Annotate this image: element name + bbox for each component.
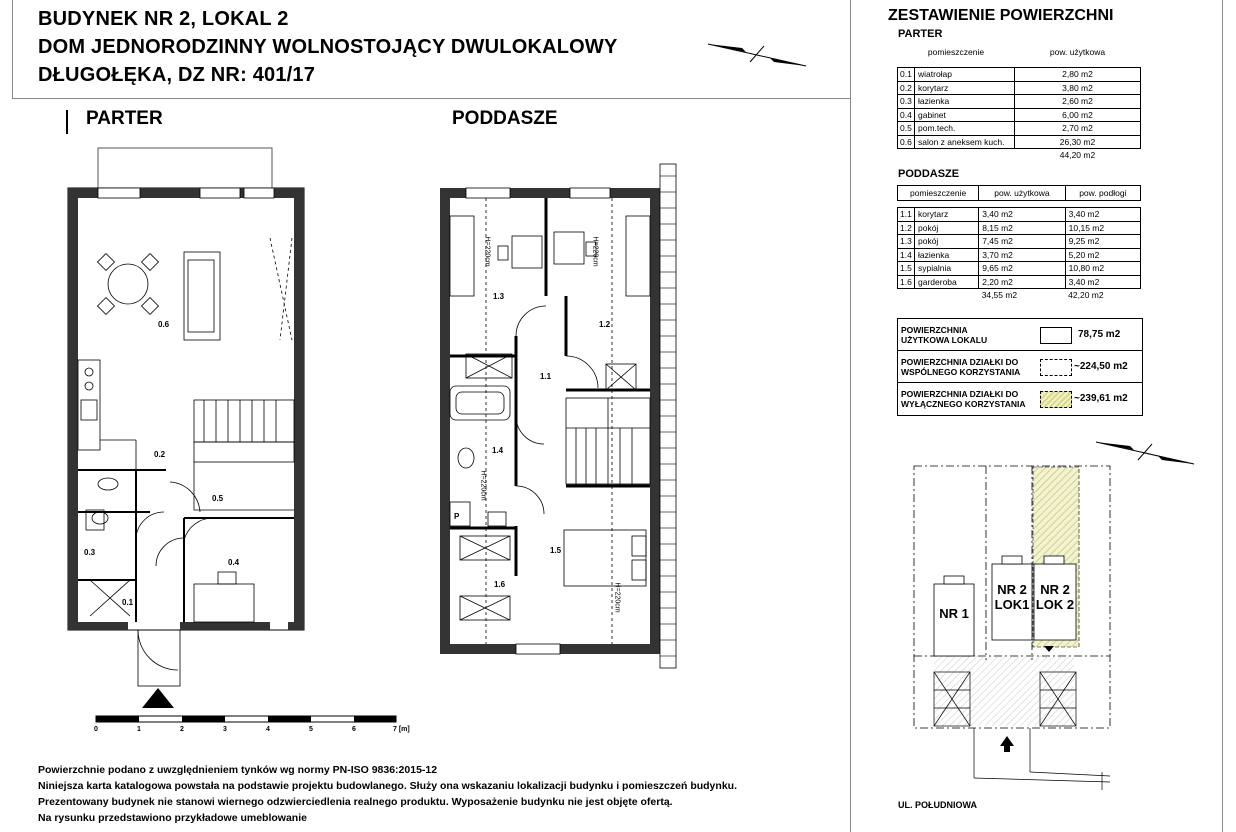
- room-label-1-4: 1.4: [492, 446, 504, 455]
- parter-table: [897, 43, 1141, 162]
- header-line-3: DŁUGOŁĘKA, DZ NR: 401/17: [38, 64, 316, 86]
- scale-tick-7: 7 [m]: [393, 726, 410, 733]
- table-row: 1.2 pokój 8,15 m2 10,15 m2: [898, 221, 1141, 235]
- scale-tick-6: 6: [352, 726, 356, 733]
- legend-value-common: ~224,50 m2: [1074, 361, 1128, 372]
- room-label-p: P: [454, 512, 460, 521]
- note-1: Powierzchnie podano z uwzględnieniem tynków wg normy PN-ISO 9836:2015-12: [38, 764, 438, 776]
- room-label-0-6: 0.6: [158, 320, 170, 329]
- right-frame: [1222, 0, 1223, 832]
- site-label-nr2-lok2: NR 2 LOK 2: [1035, 582, 1075, 612]
- room-label-1-5: 1.5: [550, 546, 562, 555]
- street-label: UL. POŁUDNIOWA: [898, 800, 977, 810]
- legend-label-common: POWIERZCHNIA DZIAŁKI DO WSPÓLNEGO KORZYSTANIA: [901, 357, 1021, 377]
- area-legend: [897, 318, 1143, 416]
- summary-poddasze-section: PODDASZE: [898, 168, 960, 180]
- table-row: 1.1 korytarz 3,40 m2 3,40 m2: [898, 208, 1141, 222]
- poddasze-floor-plan: [436, 156, 680, 676]
- note-2: Niniejsza karta katalogowa powstała na podstawie projektu budowlanego. Służy ona wskazaniu lokalizacji budynku i pomieszczeń budynku.: [38, 780, 737, 792]
- header-line-2: DOM JEDNORODZINNY WOLNOSTOJĄCY DWULOKALOWY: [38, 36, 618, 58]
- table-row: 1.3 pokój 7,45 m2 9,25 m2: [898, 235, 1141, 249]
- table-row: 0.5 pom.tech. 2,70 m2: [898, 122, 1141, 136]
- table-row: 0.6 salon z aneksem kuch. 26,30 m2: [898, 135, 1141, 149]
- legend-value-usable: 78,75 m2: [1078, 329, 1121, 340]
- scale-tick-4: 4: [266, 726, 270, 733]
- summary-parter-section: PARTER: [898, 28, 943, 40]
- poddasze-table: [897, 185, 1141, 302]
- header-line-1: BUDYNEK NR 2, LOKAL 2: [38, 8, 289, 30]
- parter-total: 44,20 m2: [1059, 150, 1096, 161]
- poddasze-total-area: 34,55 m2: [981, 290, 1018, 301]
- parter-header-room: pomieszczenie: [927, 47, 985, 57]
- height-note-3: H=220cm: [479, 470, 487, 501]
- note-3: Prezentowany budynek nie stanowi wiernego odzwierciedlenia realnego produktu. Wyposażenie budynku nie jest objęte ofertą.: [38, 796, 673, 808]
- room-label-0-5: 0.5: [212, 494, 224, 503]
- scale-tick-2: 2: [180, 726, 184, 733]
- legend-label-exclusive: POWIERZCHNIA DZIAŁKI DO WYŁĄCZNEGO KORZYSTANIA: [901, 389, 1026, 409]
- room-label-1-2: 1.2: [599, 320, 611, 329]
- scale-tick-5: 5: [309, 726, 313, 733]
- room-label-0-2: 0.2: [154, 450, 166, 459]
- height-note-4: H=220cm: [613, 582, 621, 613]
- site-plan: [904, 460, 1222, 796]
- site-label-nr1: NR 1: [939, 606, 969, 621]
- scale-tick-1: 1: [137, 726, 141, 733]
- legend-swatch-common: [1040, 359, 1072, 376]
- header-divider: [12, 98, 850, 99]
- table-row: 0.4 gabinet 6,00 m2: [898, 108, 1141, 122]
- legend-value-exclusive: ~239,61 m2: [1074, 393, 1128, 404]
- room-label-1-1: 1.1: [540, 372, 552, 381]
- table-row: 1.4 łazienka 3,70 m2 5,20 m2: [898, 248, 1141, 262]
- parter-floor-plan: [60, 140, 320, 710]
- site-label-nr2-lok1: NR 2 LOK1: [994, 582, 1030, 612]
- room-label-0-4: 0.4: [228, 558, 240, 567]
- legend-label-usable: POWIERZCHNIA UŻYTKOWA LOKALU: [901, 325, 988, 345]
- legend-swatch-exclusive: [1040, 391, 1072, 408]
- height-note-2: H=220cm: [591, 236, 599, 267]
- scale-bar: [94, 714, 404, 726]
- table-row: 0.3 łazienka 2,60 m2: [898, 95, 1141, 109]
- north-arrow-icon: [706, 38, 810, 72]
- scale-tick-0: 0: [94, 726, 98, 733]
- legend-swatch-usable: [1040, 327, 1072, 344]
- parter-title: PARTER: [86, 108, 163, 129]
- parter-title-bar: [66, 110, 68, 134]
- room-label-1-6: 1.6: [494, 580, 506, 589]
- table-row: 0.1 wiatrołap 2,80 m2: [898, 68, 1141, 82]
- poddasze-header-floor: pow. podłogi: [1065, 186, 1140, 201]
- room-label-1-3: 1.3: [493, 292, 505, 301]
- table-row: 1.5 sypialnia 9,65 m2 10,80 m2: [898, 262, 1141, 276]
- column-divider: [850, 0, 851, 832]
- poddasze-header-room: pomieszczenie: [898, 186, 979, 201]
- summary-title: ZESTAWIENIE POWIERZCHNI: [888, 7, 1114, 24]
- poddasze-title: PODDASZE: [452, 108, 558, 129]
- scale-tick-3: 3: [223, 726, 227, 733]
- note-4: Na rysunku przedstawiono przykładowe umeblowanie: [38, 812, 307, 824]
- parter-header-area: pow. użytkowa: [1049, 47, 1106, 57]
- poddasze-header-area: pow. użytkowa: [979, 186, 1065, 201]
- table-row: 1.6 garderoba 2,20 m2 3,40 m2: [898, 275, 1141, 289]
- height-note-1: H=220cm: [483, 236, 491, 267]
- table-row: [898, 186, 1141, 201]
- room-label-0-1: 0.1: [122, 598, 134, 607]
- room-label-0-3: 0.3: [84, 548, 96, 557]
- poddasze-total-floor: 42,20 m2: [1068, 290, 1104, 301]
- table-row: 0.2 korytarz 3,80 m2: [898, 81, 1141, 95]
- table-row: [898, 43, 1141, 61]
- column-divider-left: [12, 0, 13, 98]
